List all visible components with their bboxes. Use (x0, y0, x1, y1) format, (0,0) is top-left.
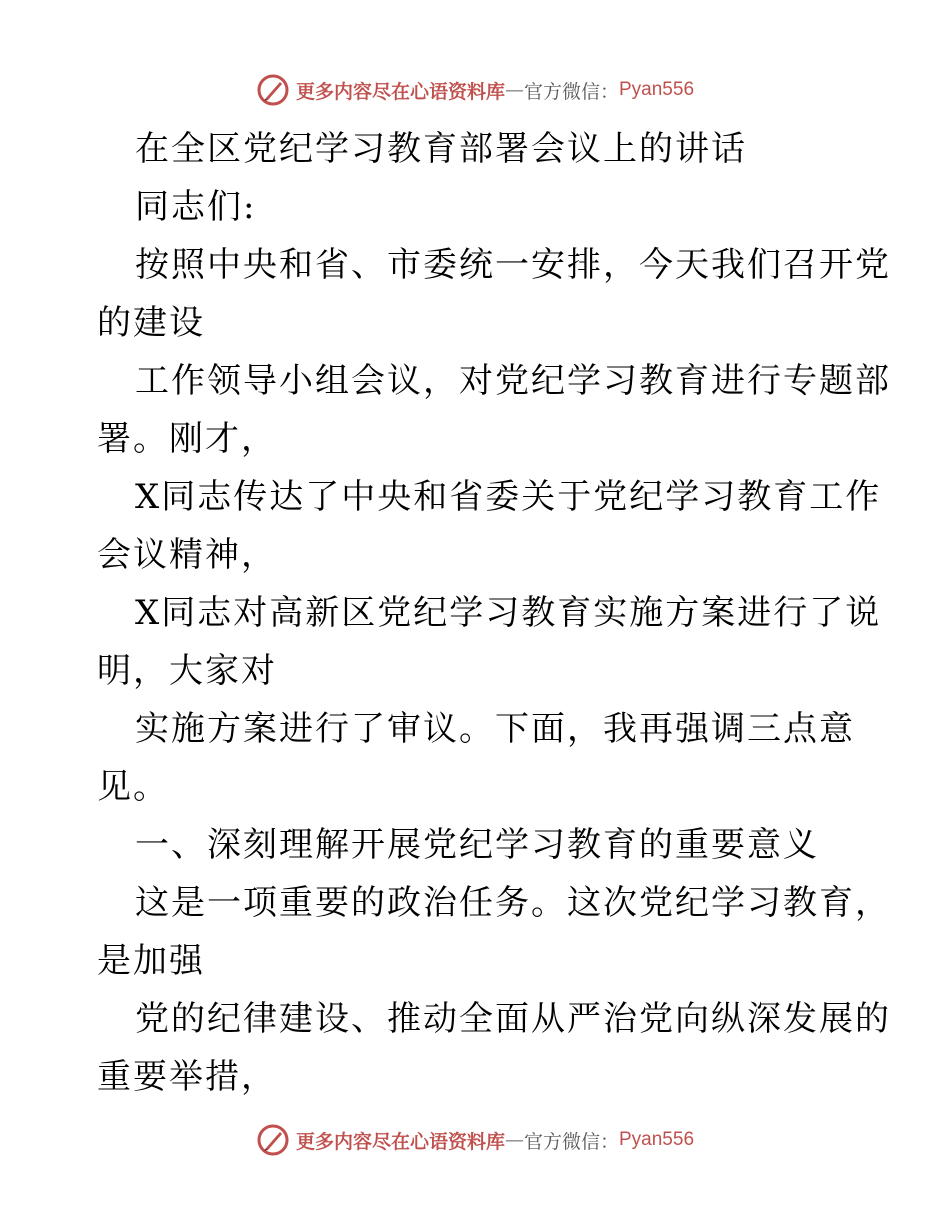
text-line: 重要举措， (97, 1057, 277, 1097)
text-line: 按照中央和省、市委统一安排，今天我们召开党 (135, 245, 891, 285)
text-line: 见。 (97, 767, 169, 807)
quill-pen-circle-icon (256, 73, 290, 107)
watermark-main-text: 更多内容尽在心语资料库 (295, 1130, 505, 1153)
quill-pen-circle-icon (256, 1123, 290, 1157)
text-line: 这是一项重要的政治任务。这次党纪学习教育， (135, 883, 891, 923)
watermark-wechat-id: Pyan556 (619, 79, 695, 100)
watermark-sub-text: 官方微信： (523, 1130, 619, 1153)
text-line: 的建设 (97, 303, 205, 343)
text-line: 明，大家对 (97, 651, 277, 691)
text-line: 署。刚才， (97, 419, 277, 459)
text-line: 实施方案进行了审议。下面，我再强调三点意 (135, 709, 855, 749)
text-line: 工作领导小组会议，对党纪学习教育进行专题部 (135, 361, 891, 401)
watermark-wechat-id: Pyan556 (619, 1129, 695, 1150)
document-body (97, 120, 891, 1106)
watermark-sub-text: 官方微信： (523, 80, 619, 103)
text-line: 一、深刻理解开展党纪学习教育的重要意义 (135, 825, 819, 865)
text-line: 党的纪律建设、推动全面从严治党向纵深发展的 (135, 999, 891, 1039)
text-line: X同志对高新区党纪学习教育实施方案进行了说 (135, 593, 882, 633)
text-line: 在全区党纪学习教育部署会议上的讲话 (135, 129, 747, 169)
watermark-dash: — (504, 1129, 524, 1151)
header-watermark (0, 70, 950, 110)
text-line: X同志传达了中央和省委关于党纪学习教育工作 (135, 477, 882, 517)
text-line: 是加强 (97, 941, 205, 981)
watermark-dash: — (504, 79, 524, 101)
footer-watermark (0, 1120, 950, 1160)
text-line: 会议精神， (97, 535, 277, 575)
watermark-main-text: 更多内容尽在心语资料库 (295, 80, 505, 103)
text-line: 同志们: (135, 187, 257, 227)
